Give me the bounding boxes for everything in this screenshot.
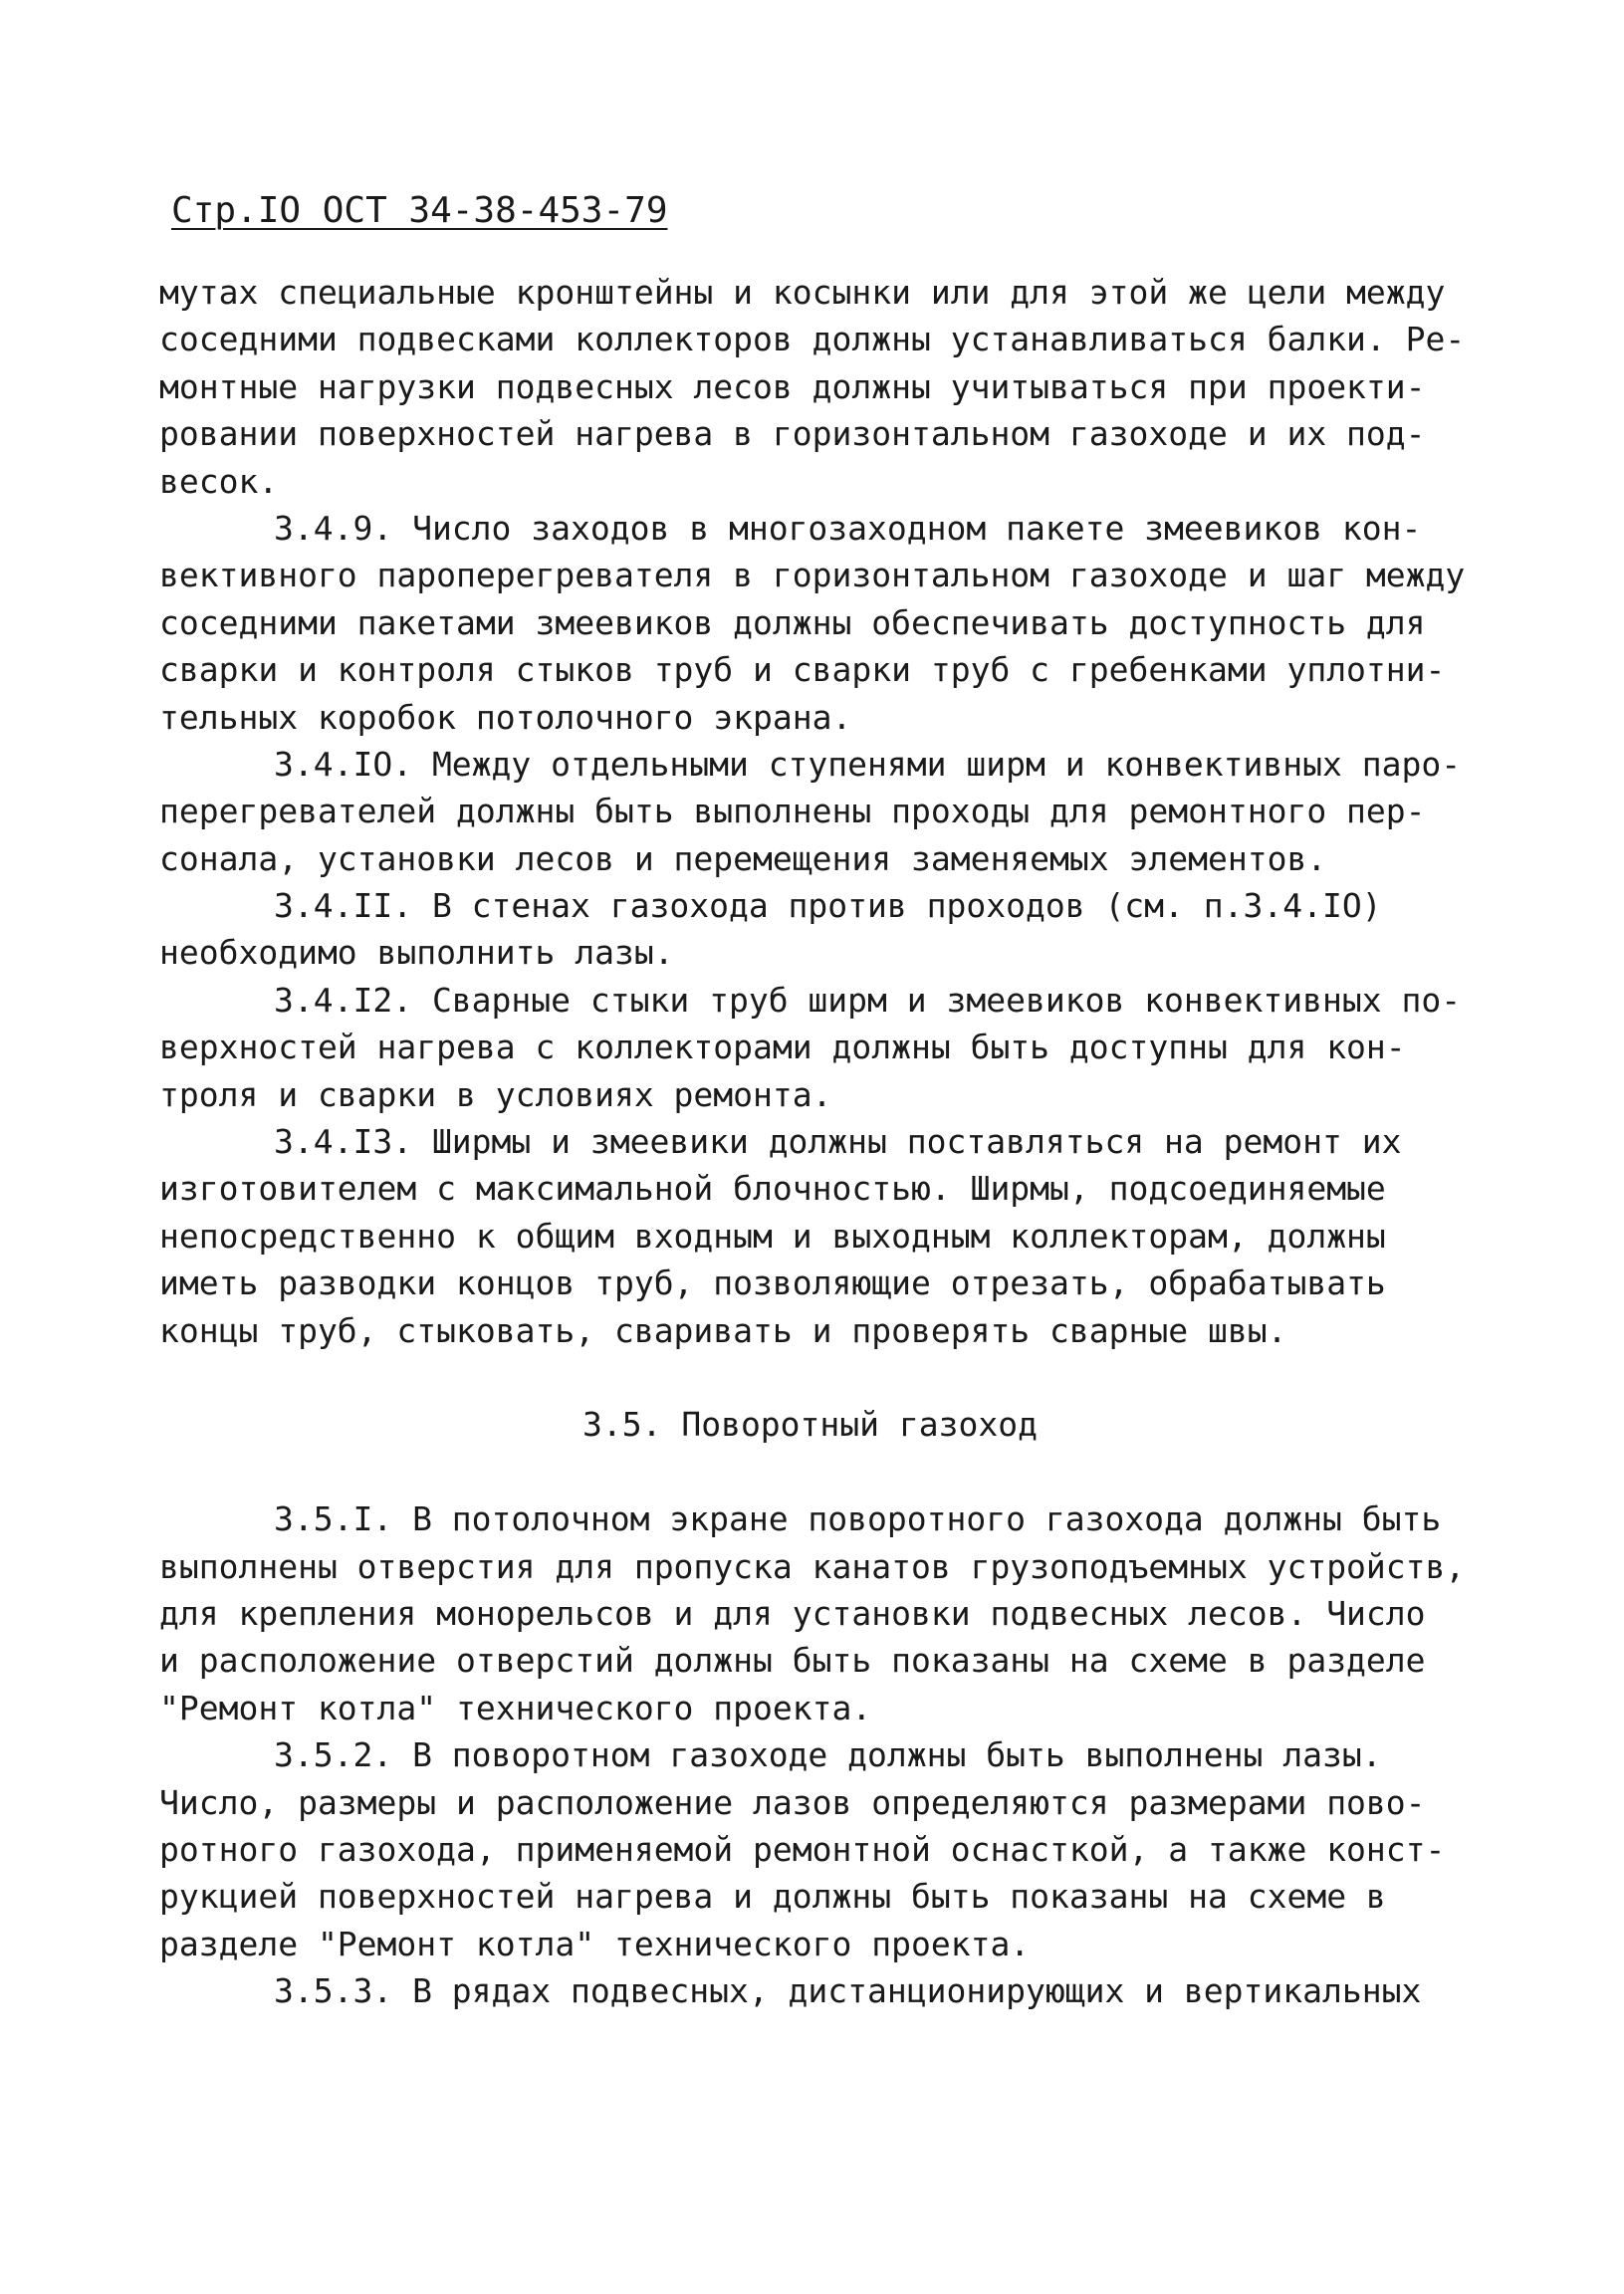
text-line: 3.4.IO. Между отдельными ступенями ширм и конвективных паро-	[274, 744, 1462, 784]
text-line: для крепления монорельсов и для установки подвесных лесов. Число	[159, 1593, 1426, 1633]
text-line: сварки и контроля стыков труб и сварки труб с гребенками уплотни-	[159, 650, 1446, 690]
paragraph-block-3-5	[159, 1495, 1504, 2014]
body-text	[159, 269, 1504, 2014]
text-line: вективного пароперегревателя в горизонтальном газоходе и шаг между	[159, 556, 1466, 595]
text-line: соседними подвесками коллекторов должны устанавливаться балки. Ре-	[159, 320, 1466, 359]
spacer	[159, 1449, 1504, 1495]
text-line: 3.4.9. Число заходов в многозаходном пакете змеевиков кон-	[274, 508, 1422, 548]
text-line: концы труб, стыковать, сваривать и проверять сварные швы.	[159, 1310, 1287, 1350]
text-line: 3.5.2. В поворотном газоходе должны быть выполнены лазы.	[274, 1735, 1382, 1775]
text-line: 3.5.I. В потолочном экране поворотного газохода должны быть	[274, 1499, 1442, 1539]
paragraph-block-3-4	[159, 269, 1504, 1354]
text-line: тельных коробок потолочного экрана.	[159, 697, 852, 737]
text-line: рукцией поверхностей нагрева и должны быть показаны на схеме в	[159, 1877, 1386, 1917]
text-line: непосредственно к общим входным и выходным коллекторам, должны	[159, 1216, 1386, 1256]
text-line: перегревателей должны быть выполнены проходы для ремонтного пер-	[159, 792, 1426, 831]
text-line: 3.4.II. В стенах газохода против проходов (см. п.3.4.IO)	[274, 886, 1382, 926]
text-line: 3.5.3. В рядах подвесных, дистанционирующих и вертикальных	[274, 1971, 1422, 2011]
text-line: монтные нагрузки подвесных лесов должны учитываться при проекти-	[159, 366, 1426, 406]
text-line: "Ремонт котла" технического проекта.	[159, 1688, 872, 1727]
text-line: сонала, установки лесов и перемещения заменяемых элементов.	[159, 838, 1327, 878]
text-line: 3.4.I2. Сварные стыки труб ширм и змеевиков конвективных по-	[274, 980, 1462, 1020]
text-line: соседними пакетами змеевиков должны обеспечивать доступность для	[159, 602, 1426, 642]
text-line: ротного газохода, применяемой ремонтной оснасткой, а также конст-	[159, 1829, 1446, 1869]
text-line: изготовителем с максимальной блочностью. Ширмы, подсоединяемые	[159, 1169, 1386, 1209]
text-line: Число, размеры и расположение лазов определяются размерами пово-	[159, 1782, 1426, 1822]
text-line: верхностей нагрева с коллекторами должны быть доступны для кон-	[159, 1028, 1406, 1067]
text-line: мутах специальные кронштейны и косынки или для этой же цели между	[159, 273, 1446, 312]
text-line: выполнены отверстия для пропуска канатов грузоподъемных устройств,	[159, 1546, 1466, 1586]
text-line: и расположение отверстий должны быть показаны на схеме в разделе	[159, 1641, 1426, 1681]
text-line: троля и сварки в условиях ремонта.	[159, 1074, 832, 1114]
page-header: Стр.IO ОСТ 34-38-453-79	[171, 190, 668, 231]
text-line: весок.	[159, 461, 279, 501]
text-line: разделе "Ремонт котла" технического проекта.	[159, 1924, 1031, 1963]
text-line: ровании поверхностей нагрева в горизонтальном газоходе и их под-	[159, 414, 1426, 454]
section-title: 3.5. Поворотный газоход	[582, 1405, 1038, 1445]
spacer	[159, 1354, 1504, 1401]
text-line: 3.4.I3. Ширмы и змеевики должны поставляться на ремонт их	[274, 1122, 1402, 1162]
text-line: необходимо выполнить лазы.	[159, 933, 674, 973]
text-line: иметь разводки концов труб, позволяющие отрезать, обрабатывать	[159, 1263, 1386, 1303]
